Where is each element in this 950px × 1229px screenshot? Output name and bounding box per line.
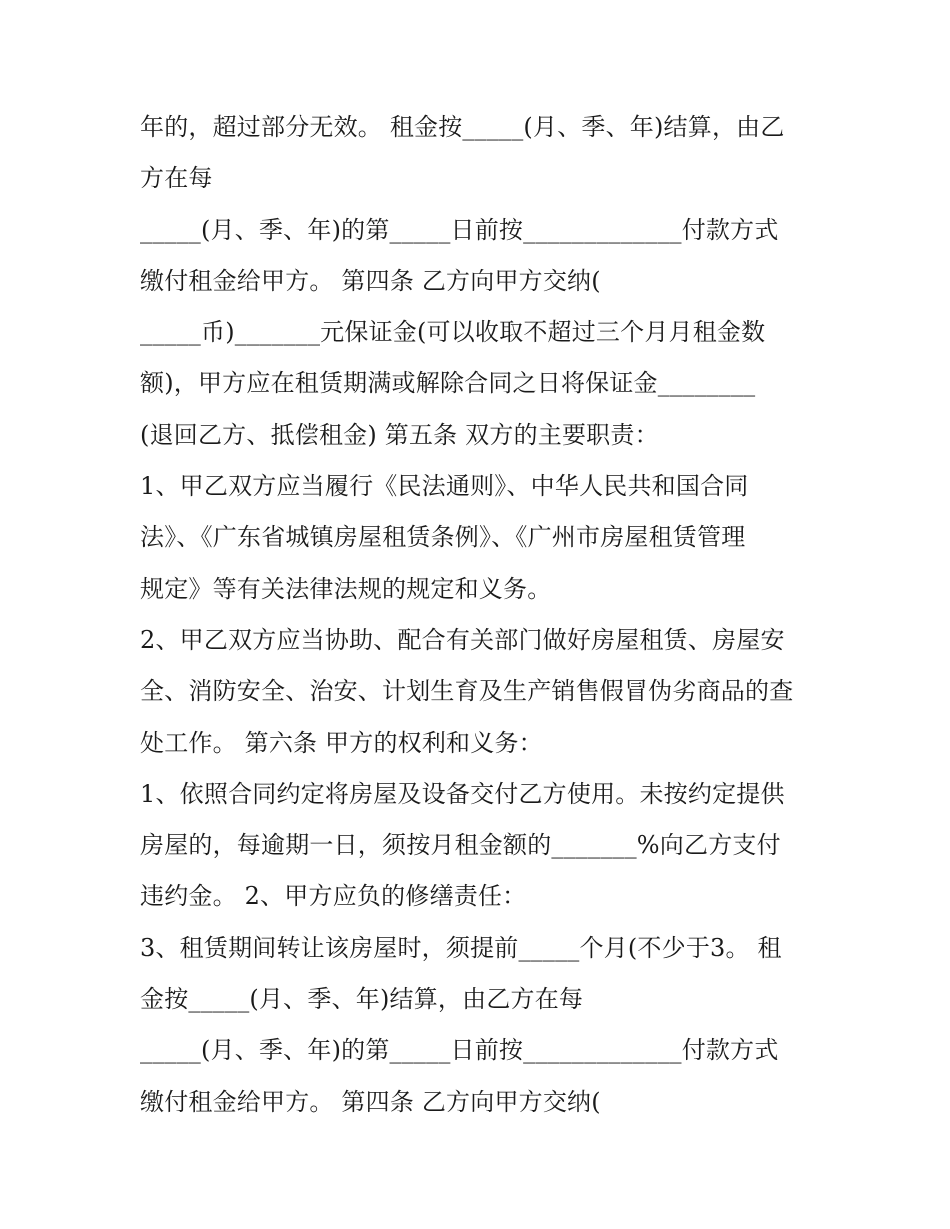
text-line: 缴付租金给甲方。 第四条 乙方向甲方交纳(: [140, 266, 601, 295]
text-line: 违约金。 2、甲方应负的修缮责任：: [140, 882, 527, 911]
text-line: 年的，超过部分无效。 租金按_____(月、季、年)结算，由乙: [140, 113, 785, 141]
text-line: _____币)_______元保证金(可以收取不超过三个月月租金数: [140, 318, 766, 347]
text-line: 房屋的，每逾期一日，须按月租金额的_______%向乙方支付: [140, 831, 781, 860]
text-line: 额)，甲方应在租赁期满或解除合同之日将保证金________: [140, 369, 756, 398]
text-line: 缴付租金给甲方。 第四条 乙方向甲方交纳(: [140, 1087, 601, 1116]
text-line: 金按_____(月、季、年)结算，由乙方在每: [140, 985, 584, 1014]
text-line: 规定》等有关法律法规的规定和义务。: [140, 574, 552, 603]
text-line: 2、甲乙双方应当协助、配合有关部门做好房屋租赁、房屋安: [140, 625, 785, 654]
text-line: _____(月、季、年)的第_____日前按_____________付款方式: [140, 215, 779, 244]
text-line: 1、甲乙双方应当履行《民法通则》、中华人民共和国合同: [140, 472, 749, 501]
text-line: 3、租赁期间转让该房屋时，须提前_____个月(不少于3。 租: [140, 933, 782, 962]
text-line: 全、消防安全、治安、计划生育及生产销售假冒伪劣商品的查: [140, 677, 794, 706]
text-line: 1、依照合同约定将房屋及设备交付乙方使用。未按约定提供: [140, 779, 785, 808]
document-page: [140, 102, 840, 1128]
text-line: 法》、《广东省城镇房屋租赁条例》、《广州市房屋租赁管理: [140, 523, 746, 552]
text-line: (退回乙方、抵偿租金) 第五条 双方的主要职责：: [140, 420, 659, 449]
text-line: _____(月、季、年)的第_____日前按_____________付款方式: [140, 1036, 779, 1065]
text-line: 方在每: [140, 164, 213, 193]
text-line: 处工作。 第六条 甲方的权利和义务：: [140, 728, 543, 757]
